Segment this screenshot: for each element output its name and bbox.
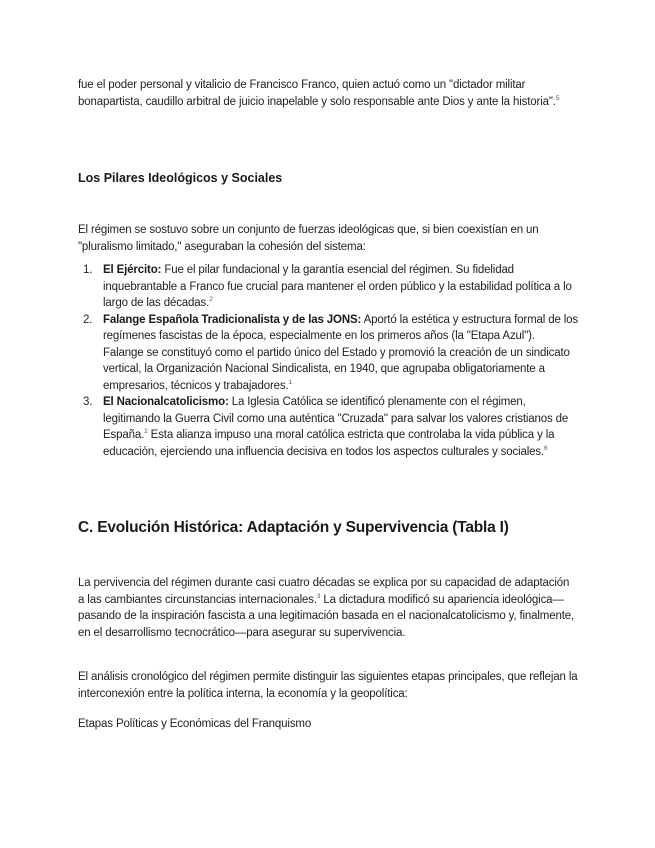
list-item-title: El Nacionalcatolicismo: [103, 396, 229, 408]
evolution-text-a: La pervivencia del régimen durante casi cuatro décadas se explica por su capacidad de adaptación a las cambiantes circunstancias internacionales. [78, 577, 570, 606]
list-number: 1. [83, 264, 93, 276]
evolution-text-b: La dictadura modificó su apariencia ideológica—pasando de la inspiración fascista a una legitimación basada en el nacionalcatolicismo y, finalmente, en el desarrollismo tecnocrático—para asegurar su supervivencia. [78, 593, 575, 639]
footnote-ref[interactable]: 2 [209, 296, 213, 303]
list-item-title: Falange Española Tradicionalista y de las JONS: [103, 313, 362, 326]
footnote-ref[interactable]: 3 [316, 592, 321, 600]
evolution-paragraph-2 [78, 669, 578, 702]
footnote-ref[interactable]: 6 [544, 444, 548, 452]
pillars-intro-text: El régimen se sostuvo sobre un conjunto de fuerzas ideológicas que, si bien coexistían en un "pluralismo limitado," aseguraban la cohesión del sistema: [78, 224, 539, 253]
list-item-text-continued: Esta alianza impuso una moral católica estricta que controlaba la vida pública y la educación, ejerciendo una influencia decisiva en todos los aspectos culturales y sociales. [103, 429, 555, 458]
evolution-text-2: El análisis cronológico del régimen permite distinguir las siguientes etapas principales, que reflejan la interconexión entre la política interna, la economía y la geopolítica: [78, 671, 578, 700]
pillars-intro [78, 222, 578, 255]
evolution-paragraph-1 [78, 575, 578, 641]
pillars-list-block [78, 262, 578, 460]
list-item [78, 394, 578, 460]
intro-paragraph [78, 77, 578, 110]
list-item-title: El Ejército: [103, 264, 162, 276]
list-number: 3. [83, 396, 93, 408]
section-heading-evolution: C. Evolución Histórica: Adaptación y Supervivencia (Tabla I) [78, 519, 509, 536]
intro-text: fue el poder personal y vitalicio de Francisco Franco, quien actuó como un "dictador militar bonapartista, caudillo arbitral de juicio inapelable y solo responsable ante Dios y ante la historia". [78, 79, 556, 108]
footnote-ref[interactable]: 1 [288, 378, 293, 386]
footnote-ref[interactable]: 5 [555, 94, 560, 102]
list-number: 2. [83, 313, 93, 326]
list-item-text: La Iglesia Católica se identificó plenamente con el régimen, legitimando la Guerra Civil como una auténtica "Cruzada" para salvar los valores cristianos de España. [103, 396, 569, 441]
footnote-ref[interactable]: 2 [144, 428, 148, 435]
list-item [78, 312, 578, 395]
table-caption [78, 716, 578, 733]
pillars-list [78, 262, 578, 460]
list-item [78, 262, 578, 312]
table-caption-text: Etapas Políticas y Económicas del Franquismo [78, 718, 312, 730]
section-heading-pillars: Los Pilares Ideológicos y Sociales [78, 171, 283, 185]
list-item-text: Fue el pilar fundacional y la garantía esencial del régimen. Su fidelidad inquebrantable a Franco fue crucial para mantener el orden público y la estabilidad política a lo largo de las décadas. [103, 264, 572, 309]
list-item-text: Aportó la estética y estructura formal de los regímenes fascistas de la época, especialmente en los primeros años (la "Etapa Azul"). Falange se constituyó como el partido único del Estado y promovió la creación de un sindicato vertical, la Organización Nacional Sindicalista, en 1940, que agrupaba obligatoriamente a empresarios, técnicos y trabajadores. [103, 313, 579, 392]
